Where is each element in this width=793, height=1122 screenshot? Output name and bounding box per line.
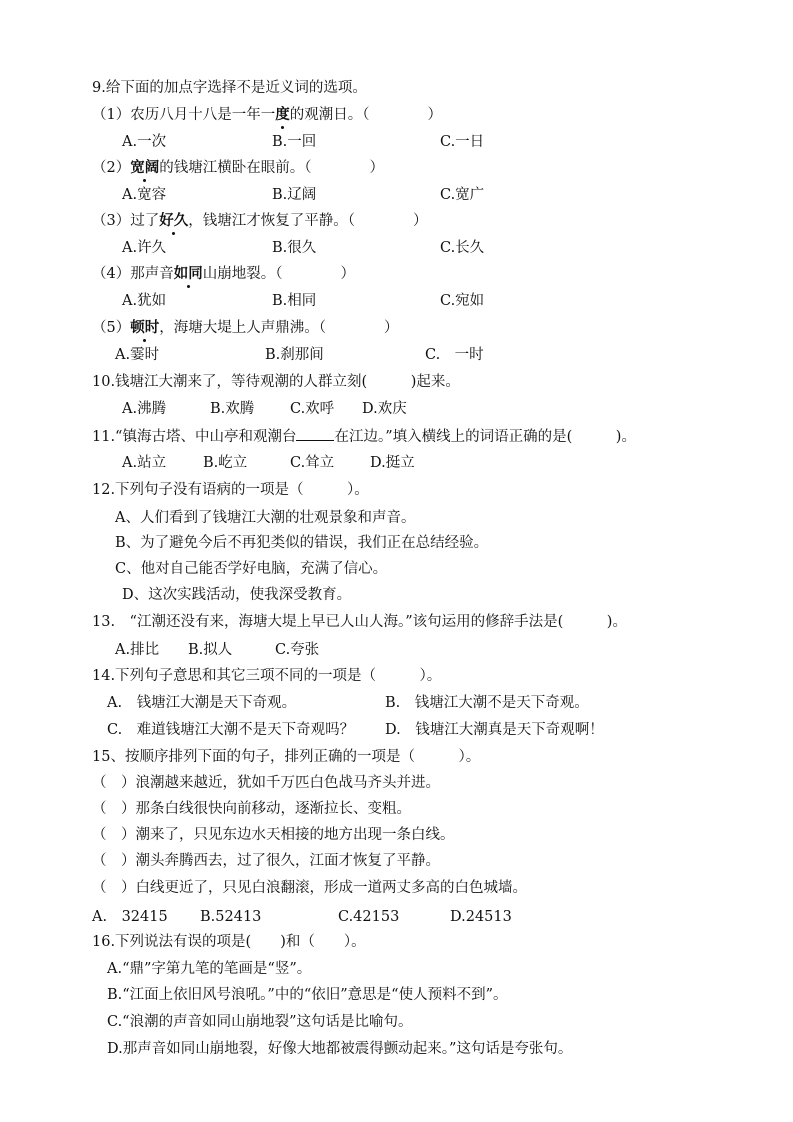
q11-pre: 11.“镇海古塔、中山亭和观潮台 [92,429,297,445]
q14-opt-b[interactable]: B. 钱塘江大潮不是天下奇观。 [385,695,589,711]
q9-1-opt-a[interactable]: A.一次 [122,134,167,150]
q9-2-post: 的钱塘江横卧在眼前。（ ） [159,160,384,176]
q9-2-opt-b[interactable]: B.辽阔 [272,187,317,203]
q15-item-5: （ ）白线更近了，只见白浪翻滚，形成一道两丈多高的白色城墙。 [92,880,527,896]
q10-opt-a[interactable]: A.沸腾 [122,401,167,417]
q16-opt-d[interactable]: D.那声音如同山崩地裂，好像大地都被震得颤动起来。”这句话是夸张句。 [107,1041,573,1057]
q9-5-opt-c[interactable]: C. 一时 [425,347,484,363]
q9-1-em: 度 [275,106,290,123]
q9-1-opt-b[interactable]: B.一回 [272,134,317,150]
q11-opt-d[interactable]: D.挺立 [370,455,415,471]
q9-3-em: 好久 [159,212,189,229]
q9-1-stem [92,105,442,125]
q12-title: 12.下列句子没有语病的一项是（ ）。 [92,482,369,498]
q9-5-post: ，海塘大堤上人声鼎沸。（ ） [159,320,399,336]
q9-3-pre: （3）过了 [92,213,160,229]
q9-3-opt-c[interactable]: C.长久 [440,240,485,256]
q9-2-opt-c[interactable]: C.宽广 [440,187,485,203]
q13-title: 13. “江潮还没有来，海塘大堤上早已人山人海。”该句运用的修辞手法是( )。 [92,614,627,630]
q14-opt-c[interactable]: C. 难道钱塘江大潮不是天下奇观吗？ [107,722,355,738]
q9-title: 9.给下面的加点字选择不是近义词的选项。 [92,80,367,96]
q9-5-pre: （5） [92,320,131,336]
q14-opt-a[interactable]: A. 钱塘江大潮是天下奇观。 [107,695,297,711]
q12-opt-d[interactable]: D、这次实践活动，使我深受教育。 [122,587,352,603]
q10-title: 10.钱塘江大潮来了，等待观潮的人群立刻( )起来。 [92,374,460,390]
q12-opt-b[interactable]: B、为了避免今后不再犯类似的错误，我们正在总结经验。 [115,535,489,551]
q9-4-em: 如同 [173,265,203,282]
q13-opt-c[interactable]: C.夸张 [275,642,320,658]
q15-item-2: （ ）那条白线很快向前移动，逐渐拉长、变粗。 [92,801,411,817]
q11-opt-b[interactable]: B.屹立 [203,455,248,471]
q16-opt-a[interactable]: A.“鼎”字第九笔的笔画是“竖”。 [107,961,312,977]
q15-item-3: （ ）潮来了，只见东边水天相接的地方出现一条白线。 [92,827,455,843]
q14-opt-d[interactable]: D. 钱塘江大潮真是天下奇观啊！ [385,722,604,738]
q9-1-pre: （1）农历八月十八是一年一 [92,107,276,123]
q9-3-post: ，钱塘江才恢复了平静。（ ） [188,213,428,229]
q15-opt-d[interactable]: D.24513 [450,909,512,925]
q9-3-stem [92,211,427,231]
q9-4-opt-c[interactable]: C.宛如 [440,293,485,309]
q12-opt-a[interactable]: A、人们看到了钱塘江大潮的壮观景象和声音。 [115,510,416,526]
q15-title: 15、按顺序排列下面的句子，排列正确的一项是（ ）。 [92,749,481,765]
q9-4-opt-b[interactable]: B.相同 [272,293,317,309]
q15-item-4: （ ）潮头奔腾西去，过了很久，江面才恢复了平静。 [92,853,440,869]
q9-4-stem [92,264,355,284]
q11-post: 在江边。”填入横线上的词语正确的是( )。 [334,429,636,445]
q15-opt-b[interactable]: B.52413 [200,909,262,925]
q11-blank[interactable] [296,426,334,441]
q9-2-pre: （2） [92,160,131,176]
q9-2-em: 宽阔 [130,159,160,176]
q11-stem [92,426,636,447]
q9-2-opt-a[interactable]: A.宽容 [122,187,167,203]
q14-title: 14.下列句子意思和其它三项不同的一项是（ ）。 [92,668,442,684]
q13-opt-b[interactable]: B.拟人 [188,642,233,658]
q9-5-opt-a[interactable]: A.霎时 [115,347,160,363]
q15-opt-a[interactable]: A. 32415 [92,909,168,925]
q13-opt-a[interactable]: A.排比 [115,642,160,658]
q10-opt-c[interactable]: C.欢呼 [290,401,335,417]
q16-title: 16.下列说法有误的项是( )和（ ）。 [92,934,366,950]
q9-4-opt-a[interactable]: A.犹如 [122,293,167,309]
q12-opt-c[interactable]: C、他对自己能否学好电脑，充满了信心。 [115,561,388,577]
q9-1-post: 的观潮日。（ ） [289,107,442,123]
q15-opt-c[interactable]: C.42153 [338,909,400,925]
q9-3-opt-a[interactable]: A.许久 [122,240,167,256]
q9-3-opt-b[interactable]: B.很久 [272,240,317,256]
q16-opt-b[interactable]: B.“江面上依旧风号浪吼。”中的“依旧”意思是“使人预料不到”。 [107,987,508,1003]
q10-opt-d[interactable]: D.欢庆 [362,401,407,417]
q9-2-stem [92,158,384,178]
q15-item-1: （ ）浪潮越来越近，犹如千万匹白色战马齐头并进。 [92,775,440,791]
q9-5-em: 顿时 [130,319,160,336]
q10-opt-b[interactable]: B.欢腾 [210,401,255,417]
q16-opt-c[interactable]: C.“浪潮的声音如同山崩地裂”这句话是比喻句。 [107,1014,413,1030]
q9-1-opt-c[interactable]: C.一日 [440,134,485,150]
q9-5-opt-b[interactable]: B.刹那间 [265,347,324,363]
q11-opt-c[interactable]: C.耸立 [290,455,335,471]
q11-opt-a[interactable]: A.站立 [122,455,167,471]
q9-4-pre: （4）那声音 [92,266,174,282]
q9-5-stem [92,318,398,338]
q9-4-post: 山崩地裂。（ ） [202,266,355,282]
